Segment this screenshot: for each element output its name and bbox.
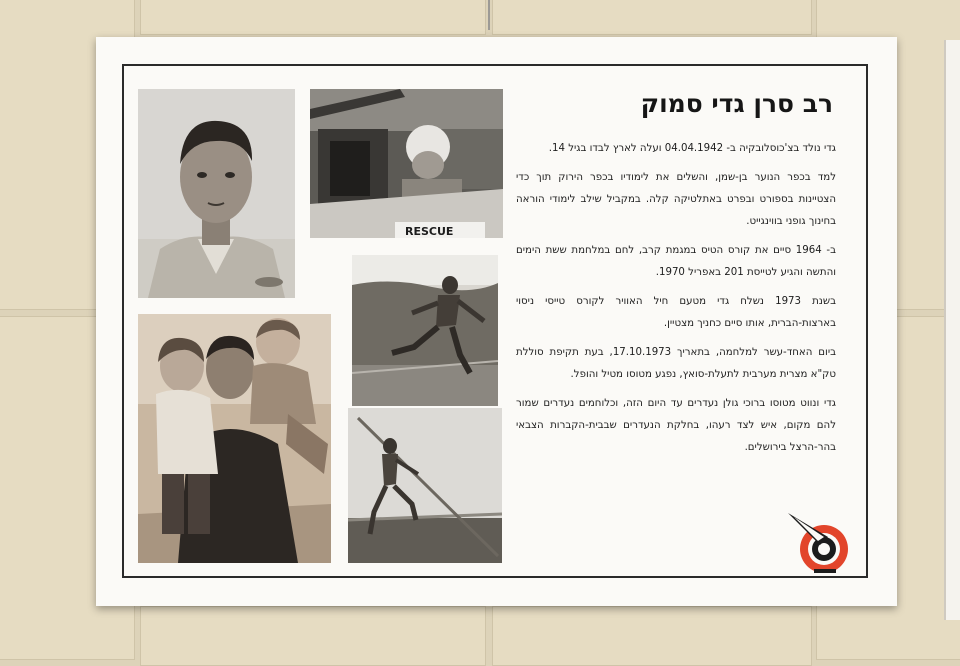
bio-paragraph: ב- 1964 סיים את קורס הטיס במגמת קרב, לחם במלחמת ששת הימים והתשה והגיע לטייסת 201 באפריל 1970. <box>516 245 836 278</box>
bio-paragraph: למד בכפר הנוער בן-שמן, והשלים את לימודיו בכפר הירוק תוך כדי הצטיינות בספורט ובפרט באתלטיקה קלה. במקביל שילב לימודי הוראה בחינוך גופני בווינגייט. <box>516 172 836 227</box>
bio-paragraph: ביום האחד-עשר למלחמה, בתאריך 17.10.1973, בעת תקיפת סוללת טק"א מצרית מערבית לתעלת-סואץ, נפגע מטוסו מטיל והופל. <box>516 347 836 380</box>
air-force-squadron-emblem-icon <box>784 507 856 579</box>
bio-paragraph: גדי נולד בצ'כוסלובקיה ב- 04.04.1942 ועלה לארץ לבדו בגיל 14. <box>548 143 836 154</box>
cockpit-photo <box>310 89 503 238</box>
biography-text <box>516 138 836 466</box>
javelin-photo <box>348 408 502 563</box>
bio-paragraph: גדי ונווט מטוסו ברוכי גולן נעדרים עד היום הזה, וכלוחמים נעדרים שמור להם מקום, איש לצד רעהו, בחלקת הנעדרים שבבית-הקברות הצבאי בהר-הרצל בירושלים. <box>516 398 836 453</box>
memorial-panel <box>96 37 897 606</box>
family-photo <box>138 314 331 563</box>
wall-tile <box>140 606 486 666</box>
portrait-photo <box>138 89 295 298</box>
wall-tile <box>140 0 486 35</box>
bio-paragraph: בשנת 1973 נשלח גדי מטעם חיל האוויר לקורס טייסי ניסוי בארצות-הברית, אותו סיים כחניך מצטיין. <box>516 296 836 329</box>
wall-tile <box>492 0 812 35</box>
adjacent-panel-edge <box>944 40 960 620</box>
wall-tile <box>492 606 812 666</box>
athletics-photo <box>352 255 498 406</box>
page-title: רב סרן גדי סמוק <box>640 89 833 118</box>
rescue-sign: RESCUE <box>405 225 454 238</box>
hanging-wire <box>488 0 498 30</box>
